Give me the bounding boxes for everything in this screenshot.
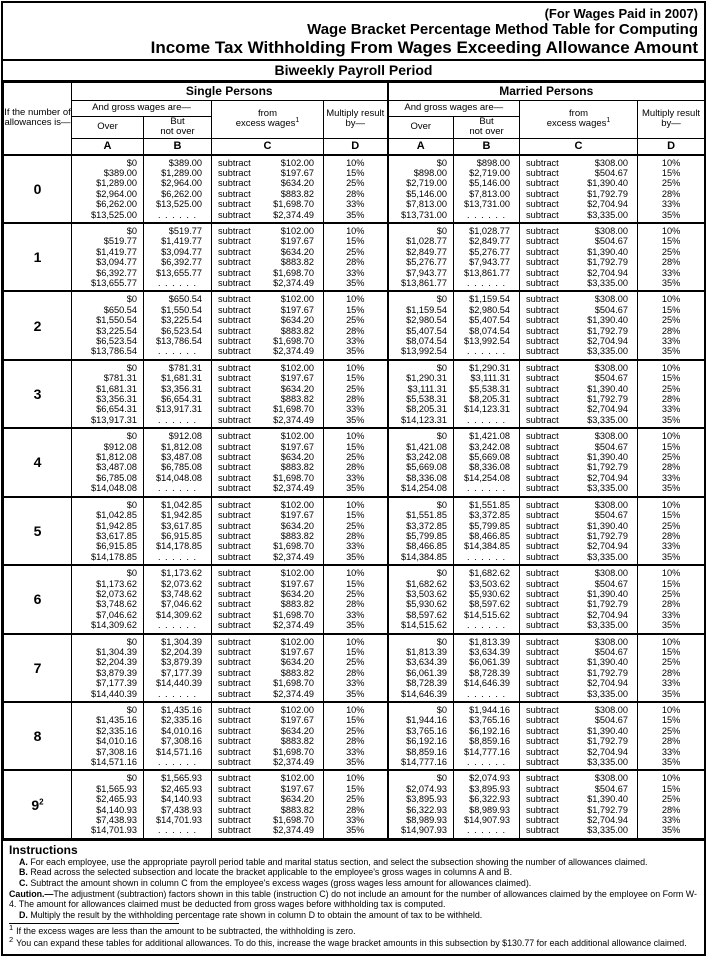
single-rate-cell: 10% 15% 25% 28% 33% 35%	[324, 155, 388, 223]
year-note: (For Wages Paid in 2007)	[544, 6, 698, 21]
column-letter-c: C	[520, 138, 638, 155]
single-over-cell: $0 $781.31 $1,681.31 $3,356.31 $6,654.31 $13,917.31	[72, 360, 144, 428]
column-letter-d: D	[324, 138, 388, 155]
column-letter-b: B	[454, 138, 520, 155]
document-page	[1, 1, 706, 956]
married-but-not-over-cell: $1,421.08 $3,242.08 $5,669.08 $8,336.08 $14,254.08 . . . . . .	[454, 428, 520, 496]
single-over-cell: $0 $1,042.85 $1,942.85 $3,617.85 $6,915.85 $14,178.85	[72, 497, 144, 565]
single-rate-cell: 10% 15% 25% 28% 33% 35%	[324, 360, 388, 428]
married-but-not-over-cell: $1,813.39 $3,634.39 $6,061.39 $8,728.39 $14,646.39 . . . . . .	[454, 634, 520, 702]
caution-note: Caution.—The adjustment (subtraction) factors shown in this table (instruction C) do not include an amount for the number of allowances claimed by the employee on Form W-4. The amount for allowances claimed must be deducted from gross wages before withholding tax is computed.	[9, 888, 697, 910]
excess-wages-line1: from	[258, 107, 277, 119]
married-subtract-cell: subtract $308.00 subtract $504.67 subtract $1,390.40 subtract $1,792.79 subtract $2,704.94 subtract $3,335.00	[520, 565, 638, 633]
married-subtract-cell: subtract $308.00 subtract $504.67 subtract $1,390.40 subtract $1,792.79 subtract $2,704.94 subtract $3,335.00	[520, 770, 638, 838]
instructions-title: Instructions	[9, 842, 78, 857]
married-excess-wages-header	[520, 101, 638, 139]
excess-wages-line1: from	[569, 107, 589, 119]
allowance-group-row	[4, 155, 705, 223]
footnote-2: $^2$ You can expand these tables for additional allowances. To do this, increase the wage bracket amounts in this subsection by $130.77 for each additional allowance claimed.	[9, 935, 687, 949]
allowance-count: 6	[4, 565, 72, 633]
column-letter-a: A	[72, 138, 144, 155]
allowance-count: 7	[4, 634, 72, 702]
married-rate-cell: 10% 15% 25% 28% 33% 35%	[638, 565, 705, 633]
married-over-cell: $0 $2,074.93 $3,895.93 $6,322.93 $8,989.93 $14,907.93	[388, 770, 454, 838]
single-subtract-cell: subtract $102.00 subtract $197.67 subtract $634.20 subtract $883.82 subtract $1,698.70 subtract $2,374.49	[212, 702, 324, 770]
married-rate-cell: 10% 15% 25% 28% 33% 35%	[638, 497, 705, 565]
allowance-group-row	[4, 223, 705, 291]
single-but-not-over-cell: $389.00 $1,289.00 $2,964.00 $6,262.00 $13,525.00 . . . . . .	[144, 155, 212, 223]
married-subtract-cell: subtract $308.00 subtract $504.67 subtract $1,390.40 subtract $1,792.79 subtract $2,704.94 subtract $3,335.00	[520, 497, 638, 565]
single-but-not-over-cell: $1,565.93 $2,465.93 $4,140.93 $7,438.93 $14,701.93 . . . . . .	[144, 770, 212, 838]
married-but-not-over-cell: $1,159.54 $2,980.54 $5,407.54 $8,074.54 $13,992.54 . . . . . .	[454, 291, 520, 359]
married-but-not-over-cell: $1,290.31 $3,111.31 $5,538.31 $8,205.31 $14,123.31 . . . . . .	[454, 360, 520, 428]
allowance-count: 3	[4, 360, 72, 428]
allowance-count: $9^2$	[4, 770, 72, 838]
single-gross-wages-header: And gross wages are—	[72, 101, 212, 117]
married-but-not-over-cell: $2,074.93 $3,895.93 $6,322.93 $8,989.93 $14,907.93 . . . . . .	[454, 770, 520, 838]
footnote-1: $^1$ If the excess wages are less than the amount to be subtracted, the withholding is zero.	[9, 923, 356, 937]
excess-wages-line2: excess wages$^1$	[546, 117, 611, 130]
married-over-cell: $0 $1,421.08 $3,242.08 $5,669.08 $8,336.08 $14,254.08	[388, 428, 454, 496]
single-over-cell: $0 $389.00 $1,289.00 $2,964.00 $6,262.00 $13,525.00	[72, 155, 144, 223]
allowance-group-row	[4, 360, 705, 428]
married-rate-cell: 10% 15% 25% 28% 33% 35%	[638, 702, 705, 770]
married-subtract-cell: subtract $308.00 subtract $504.67 subtract $1,390.40 subtract $1,792.79 subtract $2,704.94 subtract $3,335.00	[520, 428, 638, 496]
married-subtract-cell: subtract $308.00 subtract $504.67 subtract $1,390.40 subtract $1,792.79 subtract $2,704.94 subtract $3,335.00	[520, 634, 638, 702]
excess-wages-line2: excess wages$^1$	[235, 117, 300, 130]
married-over-cell: $0 $1,944.16 $3,765.16 $6,192.16 $8,859.16 $14,777.16	[388, 702, 454, 770]
single-rate-cell: 10% 15% 25% 28% 33% 35%	[324, 291, 388, 359]
married-subtract-cell: subtract $308.00 subtract $504.67 subtract $1,390.40 subtract $1,792.79 subtract $2,704.94 subtract $3,335.00	[520, 702, 638, 770]
instruction-a: A. For each employee, use the appropriate payroll period table and marital status section, and select the subsection showing the number of allowances claimed.	[19, 856, 648, 867]
single-but-not-over-cell: $781.31 $1,681.31 $3,356.31 $6,654.31 $13,917.31 . . . . . .	[144, 360, 212, 428]
column-letter-a: A	[388, 138, 454, 155]
single-but-not-over-header: But not over	[144, 116, 212, 138]
single-rate-cell: 10% 15% 25% 28% 33% 35%	[324, 770, 388, 838]
married-but-not-over-cell: $1,944.16 $3,765.16 $6,192.16 $8,859.16 $14,777.16 . . . . . .	[454, 702, 520, 770]
single-multiply-header: Multiply result by—	[324, 101, 388, 139]
married-gross-wages-header: And gross wages are—	[388, 101, 520, 117]
married-persons-header: Married Persons	[388, 83, 705, 101]
single-subtract-cell: subtract $102.00 subtract $197.67 subtract $634.20 subtract $883.82 subtract $1,698.70 subtract $2,374.49	[212, 291, 324, 359]
single-but-not-over-cell: $1,173.62 $2,073.62 $3,748.62 $7,046.62 $14,309.62 . . . . . .	[144, 565, 212, 633]
married-rate-cell: 10% 15% 25% 28% 33% 35%	[638, 770, 705, 838]
allowance-group-row	[4, 634, 705, 702]
column-letter-d: D	[638, 138, 705, 155]
single-rate-cell: 10% 15% 25% 28% 33% 35%	[324, 565, 388, 633]
married-over-cell: $0 $1,813.39 $3,634.39 $6,061.39 $8,728.39 $14,646.39	[388, 634, 454, 702]
single-subtract-cell: subtract $102.00 subtract $197.67 subtract $634.20 subtract $883.82 subtract $1,698.70 subtract $2,374.49	[212, 155, 324, 223]
single-but-not-over-cell: $1,304.39 $2,204.39 $3,879.39 $7,177.39 $14,440.39 . . . . . .	[144, 634, 212, 702]
married-subtract-cell: subtract $308.00 subtract $504.67 subtract $1,390.40 subtract $1,792.79 subtract $2,704.94 subtract $3,335.00	[520, 360, 638, 428]
married-but-not-over-cell: $1,682.62 $3,503.62 $5,930.62 $8,597.62 $14,515.62 . . . . . .	[454, 565, 520, 633]
married-rate-cell: 10% 15% 25% 28% 33% 35%	[638, 291, 705, 359]
allowances-header: If the number of allowances is—	[4, 83, 72, 155]
footnote-1-marker: 1	[606, 117, 611, 125]
footnote-1-marker: 1	[295, 117, 300, 125]
single-rate-cell: 10% 15% 25% 28% 33% 35%	[324, 428, 388, 496]
single-but-not-over-cell: $519.77 $1,419.77 $3,094.77 $6,392.77 $13,655.77 . . . . . .	[144, 223, 212, 291]
married-over-cell: $0 $1,290.31 $3,111.31 $5,538.31 $8,205.31 $14,123.31	[388, 360, 454, 428]
married-subtract-cell: subtract $308.00 subtract $504.67 subtract $1,390.40 subtract $1,792.79 subtract $2,704.94 subtract $3,335.00	[520, 155, 638, 223]
allowance-count: 8	[4, 702, 72, 770]
single-subtract-cell: subtract $102.00 subtract $197.67 subtract $634.20 subtract $883.82 subtract $1,698.70 subtract $2,374.49	[212, 360, 324, 428]
married-but-not-over-cell: $1,551.85 $3,372.85 $5,799.85 $8,466.85 $14,384.85 . . . . . .	[454, 497, 520, 565]
footnote-divider	[9, 923, 179, 924]
married-rate-cell: 10% 15% 25% 28% 33% 35%	[638, 360, 705, 428]
allowance-count: 5	[4, 497, 72, 565]
single-rate-cell: 10% 15% 25% 28% 33% 35%	[324, 702, 388, 770]
single-over-cell: $0 $1,435.16 $2,335.16 $4,010.16 $7,308.16 $14,571.16	[72, 702, 144, 770]
single-persons-header: Single Persons	[72, 83, 388, 101]
single-excess-wages-header	[212, 101, 324, 139]
payroll-period-title: Biweekly Payroll Period	[3, 59, 704, 82]
married-subtract-cell: subtract $308.00 subtract $504.67 subtract $1,390.40 subtract $1,792.79 subtract $2,704.94 subtract $3,335.00	[520, 291, 638, 359]
single-subtract-cell: subtract $102.00 subtract $197.67 subtract $634.20 subtract $883.82 subtract $1,698.70 subtract $2,374.49	[212, 497, 324, 565]
single-over-cell: $0 $1,173.62 $2,073.62 $3,748.62 $7,046.62 $14,309.62	[72, 565, 144, 633]
page-title-line1: Wage Bracket Percentage Method Table for Computing	[307, 21, 698, 38]
allowance-count: 2	[4, 291, 72, 359]
married-over-cell: $0 $898.00 $2,719.00 $5,146.00 $7,813.00 $13,731.00	[388, 155, 454, 223]
single-rate-cell: 10% 15% 25% 28% 33% 35%	[324, 634, 388, 702]
single-but-not-over-cell: $1,435.16 $2,335.16 $4,010.16 $7,308.16 $14,571.16 . . . . . .	[144, 702, 212, 770]
married-over-header: Over	[388, 116, 454, 138]
married-but-not-over-header: But not over	[454, 116, 520, 138]
title-block	[3, 3, 704, 59]
single-subtract-cell: subtract $102.00 subtract $197.67 subtract $634.20 subtract $883.82 subtract $1,698.70 subtract $2,374.49	[212, 223, 324, 291]
married-rate-cell: 10% 15% 25% 28% 33% 35%	[638, 634, 705, 702]
instruction-b: B. Read across the selected subsection and locate the bracket applicable to the employee's gross wages in columns A and B.	[19, 867, 513, 878]
allowance-count: 1	[4, 223, 72, 291]
column-letter-b: B	[144, 138, 212, 155]
single-over-header: Over	[72, 116, 144, 138]
column-letter-c: C	[212, 138, 324, 155]
single-over-cell: $0 $650.54 $1,550.54 $3,225.54 $6,523.54 $13,786.54	[72, 291, 144, 359]
married-subtract-cell: subtract $308.00 subtract $504.67 subtract $1,390.40 subtract $1,792.79 subtract $2,704.94 subtract $3,335.00	[520, 223, 638, 291]
single-subtract-cell: subtract $102.00 subtract $197.67 subtract $634.20 subtract $883.82 subtract $1,698.70 subtract $2,374.49	[212, 634, 324, 702]
single-rate-cell: 10% 15% 25% 28% 33% 35%	[324, 497, 388, 565]
single-rate-cell: 10% 15% 25% 28% 33% 35%	[324, 223, 388, 291]
single-but-not-over-cell: $1,042.85 $1,942.85 $3,617.85 $6,915.85 $14,178.85 . . . . . .	[144, 497, 212, 565]
single-over-cell: $0 $912.08 $1,812.08 $3,487.08 $6,785.08 $14,048.08	[72, 428, 144, 496]
allowance-count: 0	[4, 155, 72, 223]
single-over-cell: $0 $1,304.39 $2,204.39 $3,879.39 $7,177.39 $14,440.39	[72, 634, 144, 702]
allowance-group-row	[4, 291, 705, 359]
married-rate-cell: 10% 15% 25% 28% 33% 35%	[638, 428, 705, 496]
married-rate-cell: 10% 15% 25% 28% 33% 35%	[638, 155, 705, 223]
single-but-not-over-cell: $912.08 $1,812.08 $3,487.08 $6,785.08 $14,048.08 . . . . . .	[144, 428, 212, 496]
married-but-not-over-cell: $1,028.77 $2,849.77 $5,276.77 $7,943.77 $13,861.77 . . . . . .	[454, 223, 520, 291]
single-but-not-over-cell: $650.54 $1,550.54 $3,225.54 $6,523.54 $13,786.54 . . . . . .	[144, 291, 212, 359]
instruction-d: D. Multiply the result by the withholding percentage rate shown in column D to obtain the amount of tax to be withheld.	[19, 909, 483, 920]
allowance-group-row	[4, 702, 705, 770]
single-over-cell: $0 $519.77 $1,419.77 $3,094.77 $6,392.77 $13,655.77	[72, 223, 144, 291]
allowance-group-row	[4, 770, 705, 838]
table-body	[4, 155, 705, 839]
single-subtract-cell: subtract $102.00 subtract $197.67 subtract $634.20 subtract $883.82 subtract $1,698.70 subtract $2,374.49	[212, 565, 324, 633]
table-header	[4, 83, 705, 155]
married-over-cell: $0 $1,028.77 $2,849.77 $5,276.77 $7,943.77 $13,861.77	[388, 223, 454, 291]
married-but-not-over-cell: $898.00 $2,719.00 $5,146.00 $7,813.00 $13,731.00 . . . . . .	[454, 155, 520, 223]
single-subtract-cell: subtract $102.00 subtract $197.67 subtract $634.20 subtract $883.82 subtract $1,698.70 subtract $2,374.49	[212, 770, 324, 838]
allowance-group-row	[4, 428, 705, 496]
allowance-group-row	[4, 497, 705, 565]
married-rate-cell: 10% 15% 25% 28% 33% 35%	[638, 223, 705, 291]
page-title-line2: Income Tax Withholding From Wages Exceeding Allowance Amount	[150, 38, 698, 57]
married-multiply-header: Multiply result by—	[638, 101, 705, 139]
instructions-section	[3, 839, 704, 954]
instruction-c: C. Subtract the amount shown in column C from the employee's excess wages (gross wages less amount for allowances claimed).	[19, 878, 532, 889]
tax-table	[3, 82, 705, 839]
allowance-group-row	[4, 565, 705, 633]
married-over-cell: $0 $1,682.62 $3,503.62 $5,930.62 $8,597.62 $14,515.62	[388, 565, 454, 633]
married-over-cell: $0 $1,159.54 $2,980.54 $5,407.54 $8,074.54 $13,992.54	[388, 291, 454, 359]
allowance-count: 4	[4, 428, 72, 496]
single-over-cell: $0 $1,565.93 $2,465.93 $4,140.93 $7,438.93 $14,701.93	[72, 770, 144, 838]
married-over-cell: $0 $1,551.85 $3,372.85 $5,799.85 $8,466.85 $14,384.85	[388, 497, 454, 565]
single-subtract-cell: subtract $102.00 subtract $197.67 subtract $634.20 subtract $883.82 subtract $1,698.70 subtract $2,374.49	[212, 428, 324, 496]
